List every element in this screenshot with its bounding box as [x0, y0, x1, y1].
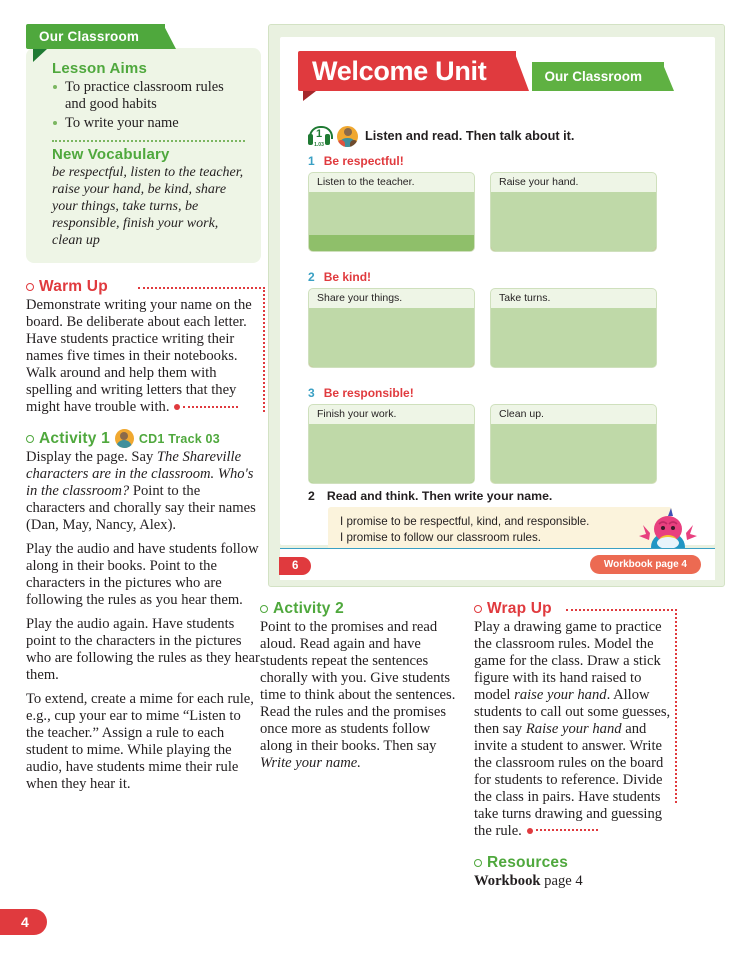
scene-background — [491, 424, 656, 483]
promise-line-1: I promise to be respectful, kind, and responsible. — [340, 515, 590, 528]
group-discussion-icon — [337, 126, 358, 147]
activity-1-body — [26, 449, 261, 793]
picture-card[interactable] — [308, 404, 475, 484]
picture-card[interactable] — [490, 288, 657, 368]
bullet-ring-icon — [260, 605, 268, 613]
activity-2-title: Activity 2 — [273, 600, 344, 617]
warmup-frame-right — [263, 287, 265, 412]
activity-2-text: Point to the promises and read aloud. Read again and have students repeat the sentences chorally with you. Give students time to think about the sentences. Read the rules and the promises once more as students follow along in their books. Then say — [260, 619, 456, 754]
unit-subtitle: Our Classroom — [532, 62, 664, 91]
wrap-up-italic-1: raise your hand — [514, 687, 607, 703]
tab-fold-decoration — [33, 49, 47, 62]
wrapup-frame-bottom — [536, 829, 598, 831]
illustration-clean-up — [491, 424, 656, 483]
task-2-row — [308, 489, 552, 503]
task-2-instruction: Read and think. Then write your name. — [326, 489, 553, 503]
wrap-up-column — [474, 600, 671, 890]
group-work-icon — [115, 429, 134, 448]
rule-label: Be kind! — [323, 270, 372, 284]
resources-section — [474, 854, 671, 890]
activity-1-p3: Play the audio again. Have students point to the characters in the pictures who are following the rules as they hear them. — [26, 616, 260, 684]
student-book-page — [280, 37, 715, 545]
resources-heading — [474, 854, 671, 872]
activity-1-p1-lead: Display the page. Say — [26, 449, 157, 466]
picture-card[interactable] — [308, 288, 475, 368]
student-book-page-number: 6 — [279, 557, 311, 575]
rule-group-2 — [308, 270, 708, 368]
activity-2-heading — [260, 600, 457, 618]
scene-background — [309, 424, 474, 483]
activity-1-audio-track: CD1 Track 03 — [138, 431, 220, 446]
picture-caption: Take turns. — [499, 292, 551, 304]
rule-title-3 — [308, 386, 708, 400]
illustration-raise-your-hand — [491, 192, 656, 251]
wrapup-frame-top — [566, 609, 677, 611]
activity-1-p1-quote: The Shareville characters are in the classroom. Who's in the classroom? — [26, 449, 254, 500]
bullet-ring-icon — [474, 859, 482, 867]
list-item: To write your name — [52, 115, 245, 132]
instruction-text-1: Listen and read. Then talk about it. — [365, 129, 575, 143]
activity-1-p1-tail: Point to the characters and chorally say their names (Dan, May, Nancy, Alex). — [26, 483, 256, 534]
icon-head — [344, 128, 352, 136]
list-item: To practice classroom rules and good habits — [52, 79, 245, 113]
activity-1-section — [26, 429, 261, 793]
rule-group-1 — [308, 154, 708, 252]
warm-up-text: Demonstrate writing your name on the board. Be deliberate about each letter. Have students practice writing their names five times in their notebooks. Walk around and help them with spelling and writing letters that they might have trouble with. — [26, 297, 252, 416]
resources-body — [474, 873, 671, 890]
picture-caption: Raise your hand. — [499, 176, 579, 188]
audio-number: 1 — [315, 128, 323, 140]
picture-row-2 — [308, 288, 708, 368]
icon-child-right — [350, 140, 358, 147]
rule-group-3 — [308, 386, 708, 484]
unit-tab-label: Our Classroom — [26, 24, 165, 49]
rule-label: Be respectful! — [323, 154, 404, 168]
activity-2-body — [260, 619, 457, 772]
picture-caption: Clean up. — [499, 408, 544, 420]
wrap-up-text-b: . Allow students to call out some guesses, then say — [474, 687, 671, 737]
banner-fold-decoration — [303, 91, 316, 101]
picture-caption: Share your things. — [317, 292, 403, 304]
scene-floor — [309, 235, 474, 251]
bullet-ring-icon — [26, 435, 34, 443]
bullet-ring-icon — [474, 605, 482, 613]
picture-row-3 — [308, 404, 708, 484]
warm-up-title: Warm Up — [39, 278, 108, 296]
illustration-share-your-things — [309, 308, 474, 367]
wrap-up-title: Wrap Up — [487, 600, 552, 617]
lesson-aims-card — [26, 48, 261, 263]
resources-title: Resources — [487, 854, 569, 871]
lesson-aims-list — [52, 79, 245, 131]
illustration-take-turns — [491, 308, 656, 367]
picture-row-1 — [308, 172, 708, 252]
wrap-up-body — [474, 619, 671, 840]
unit-banner — [298, 51, 664, 91]
activity-1-p2: Play the audio and have students follow along in their books. Point to the characters in the pictures who are following the rules as you hear them. — [26, 541, 259, 609]
activity-2-column — [260, 600, 457, 772]
wrapup-frame-right — [675, 609, 677, 803]
rule-title-2 — [308, 270, 708, 284]
rule-number: 3 — [308, 386, 315, 400]
audio-track-number: 1.03 — [314, 142, 324, 148]
workbook-reference-badge[interactable]: Workbook page 4 — [590, 555, 701, 574]
new-vocabulary-text: be respectful, listen to the teacher, raise your hand, be kind, share your things, take turns, be responsible, finish your work, clean up — [52, 165, 244, 248]
headphones-icon — [308, 125, 330, 147]
icon-child-left — [337, 140, 345, 147]
warmup-frame-top — [138, 287, 265, 289]
student-book-panel — [268, 24, 725, 587]
picture-caption: Listen to the teacher. — [317, 176, 415, 188]
picture-card[interactable] — [308, 172, 475, 252]
divider — [52, 140, 245, 142]
instruction-row-1 — [308, 125, 574, 147]
activity-2-italic: Write your name. — [260, 755, 361, 771]
warmup-frame-bottom — [183, 406, 238, 408]
resources-page-label: page 4 — [540, 873, 583, 889]
rule-title-1 — [308, 154, 708, 168]
wrap-up-text-a: Play a drawing game to practice the classroom rules. Model the game for the class. Draw a stick figure with its hand raised to model — [474, 619, 662, 703]
rule-label: Be responsible! — [323, 386, 414, 400]
illustration-finish-your-work — [309, 424, 474, 483]
rule-number: 1 — [308, 154, 315, 168]
promise-line-2: I promise to follow our classroom rules. — [340, 531, 542, 545]
activity-1-title: Activity 1 — [39, 429, 110, 447]
scene-background — [309, 308, 474, 367]
resources-workbook-label: Workbook — [474, 873, 541, 889]
end-dot-icon — [527, 828, 533, 834]
scene-background — [491, 308, 656, 367]
wrap-up-italic-2: Raise your hand — [525, 721, 622, 737]
activity-1-p4: To extend, create a mime for each rule, e.g., cup your ear to mime “Listen to the teacher.” Assign a rule to each student to mime. While playing the audio, have students mime their rule when they hear it. — [26, 691, 254, 793]
unit-tab — [26, 24, 261, 50]
picture-caption: Finish your work. — [317, 408, 397, 420]
rule-number: 2 — [308, 270, 315, 284]
illustration-listen-to-teacher — [309, 192, 474, 251]
wrap-up-text-c: and invite a student to answer. Write the classroom rules on the board for students to reference. Divide the class in pairs. Have students take turns drawing and guessing the rule. — [474, 721, 664, 839]
scene-background — [491, 192, 656, 251]
lesson-aims-title: Lesson Aims — [52, 60, 148, 77]
page-number-badge: 4 — [0, 909, 47, 935]
warm-up-section — [26, 278, 261, 416]
bullet-ring-icon — [26, 283, 34, 291]
student-book-footer — [280, 548, 715, 580]
picture-card[interactable] — [490, 172, 657, 252]
end-dot-icon — [174, 404, 180, 410]
warm-up-body — [26, 297, 261, 416]
task-2-number: 2 — [308, 489, 315, 503]
picture-card[interactable] — [490, 404, 657, 484]
new-vocabulary-title: New Vocabulary — [52, 146, 170, 164]
activity-1-heading — [26, 429, 261, 448]
left-column — [26, 24, 261, 793]
unit-title: Welcome Unit — [298, 51, 516, 91]
